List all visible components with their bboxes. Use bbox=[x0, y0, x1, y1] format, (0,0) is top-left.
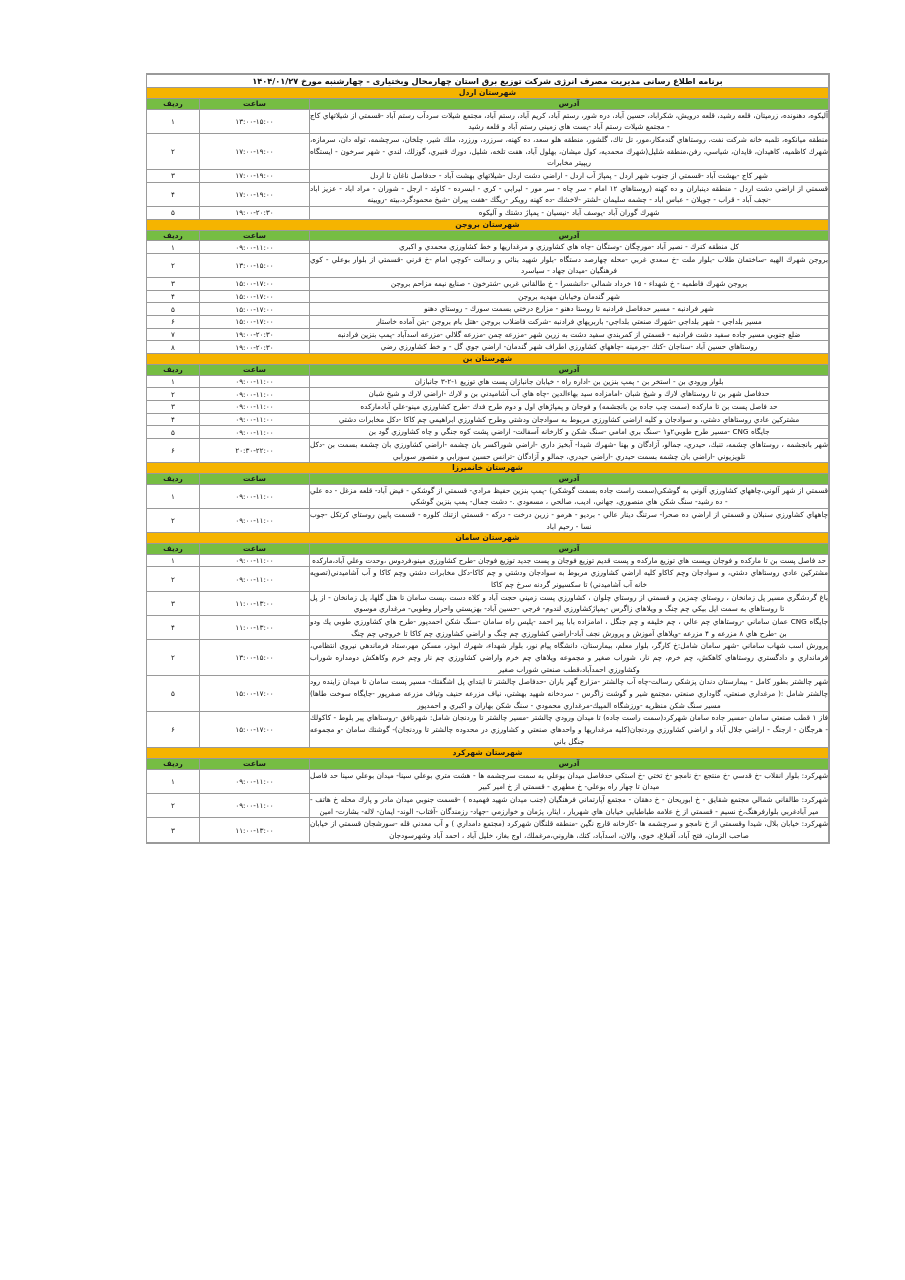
outage-address: شهركرد: بلوار انقلاب -خ قدسي -خ منتجع -خ نامجو -خ تختي -خ استكي حدفاصل ميدان بوعلي به سمت سرچشمه ها - هشت متري بوعلي سينا- ميدان بوعلي سينا حد فاصل ميدان تا چهار راه بوعلي- خ مطهري - قسمتي از خ امير كبير bbox=[310, 769, 829, 793]
table-row bbox=[146, 341, 828, 354]
table-row bbox=[146, 134, 828, 170]
document-title-row bbox=[146, 75, 828, 88]
outage-time-range: ۱۱:۰۰-۱۳:۰۰ bbox=[200, 818, 310, 842]
outage-address: ضلع جنوبي مسير جاده سفيد دشت فرادنبه - قسمتي از كمربندي سفيد دشت به زرين شهر -مزرعه چمن -مزرعه گلالي -مزرعه اسدآباد -پمپ بنزين فرادنبه bbox=[310, 328, 829, 341]
outage-time-range: ۱۳:۰۰-۱۵:۰۰ bbox=[200, 253, 310, 277]
outage-time-range: ۱۵:۰۰-۱۷:۰۰ bbox=[200, 290, 310, 303]
outage-address: بروجن شهرك الهيه -ساختمان طلاب -بلوار ملت -خ سعدي غربي -محله چهارصد دستگاه -بلوار شهيد بنائي و رسالت -كوچي امام -خ قرني -قسمتي از بلوار بوعلي - كوي فرهنگيان -ميدان جهاد - سياسرد bbox=[310, 253, 829, 277]
row-number: ۴ bbox=[146, 290, 199, 303]
table-row bbox=[146, 413, 828, 426]
city-name: شهرستان بروجن bbox=[146, 219, 828, 230]
table-row bbox=[146, 253, 828, 277]
row-number: ۱ bbox=[146, 554, 199, 567]
outage-address: فاز ۱ قطب صنعتي سامان -مسير جاده سامان شهركرد(سمت راست جاده) تا ميدان ورودي چالشتر -مسير چالشتر تا وردنجان شامل: شهرتافق -روستاهاي پير بلوط - كاكولك - هرجگان - ارجنگ - اراضي جلال آباد و اراضي كشاورزي وردنجان(كليه مرغداريها و واحدهاي صنعتي و كشاورزي در محدوده چالشتر تا وردنجان)- گوشتك سامان -و مجموعه جنگل باني bbox=[310, 712, 829, 748]
row-number: ۵ bbox=[146, 676, 199, 712]
city-name: شهرستان شهركرد bbox=[146, 748, 828, 759]
city-section-header-row bbox=[146, 748, 828, 759]
table-row bbox=[146, 109, 828, 133]
city-section-header-row bbox=[146, 533, 828, 544]
outage-time-range: ۰۹:۰۰-۱۱:۰۰ bbox=[200, 375, 310, 388]
table-row bbox=[146, 303, 828, 316]
outage-address: حد فاصل پست بن تا ماركده و فوجان وپست هاي توزيع ماركده و پست قديم توزيع فوجان و پست جديد توزيع فوجان -طرح كشاورزي مينو،فردوس ،وحدت وعلي آباد،ماركده bbox=[310, 554, 829, 567]
row-number: ۸ bbox=[146, 341, 199, 354]
row-number: ۷ bbox=[146, 328, 199, 341]
column-header-time: ساعت bbox=[200, 474, 310, 485]
outage-time-range: ۰۹:۰۰-۱۱:۰۰ bbox=[200, 426, 310, 439]
table-row bbox=[146, 278, 828, 291]
table-row bbox=[146, 484, 828, 508]
outage-address: قسمتي از اراضي دشت اردل - منطقه دينباران و ده كهنه (روستاهاي ۱۲ امام - سر چاه - سر مور - ليرابي - كري - ابسرده - كاوئد - ارجل - شوران - مراد اباد - عزيز اباد -نجف آباد - قراب - جويلان - عباس اباد - چشمه سليمان -لشتر -لاخشك -ده كهنه رويكر -ريگك -هفت پيران -شيخ محمودگرد،بيته -رويينه bbox=[310, 182, 829, 206]
city-name: شهرستان خانميرزا bbox=[146, 463, 828, 474]
outage-address: شهركرد: خيابان بلال، شيدا وقسمتي از خ نامجو و سرچشمه ها -كارخانه قارچ نگين -منطقه قلنگان شهركرد (مجتمع دامداري ) و آب معدني قله -سورشجان قسمتي از خيابان صاحب الزمان، فتح آباد، آقبلاغ، خوي، والان، اسدآباد، كتك، هاروني،مرغملك، اوج بغاز، خليل آباد ، احمد آباد وشهرسودجان bbox=[310, 818, 829, 842]
outage-time-range: ۰۹:۰۰-۱۱:۰۰ bbox=[200, 554, 310, 567]
row-number: ۶ bbox=[146, 712, 199, 748]
table-row bbox=[146, 316, 828, 329]
column-header-time: ساعت bbox=[200, 759, 310, 770]
city-section-header-row bbox=[146, 219, 828, 230]
outage-time-range: ۱۷:۰۰-۱۹:۰۰ bbox=[200, 134, 310, 170]
column-header-row-number: ردیف bbox=[146, 759, 199, 770]
outage-time-range: ۰۹:۰۰-۱۱:۰۰ bbox=[200, 241, 310, 254]
outage-address: مشتركين عادي روستاهاي دشتي، و سوادجان وچم كاكاو كليه اراضي كشاورزي مربوط به سوادجان ودشتي و چم كاكا-دكل مخابرات دشتي وچم كاكا و آب آشاميدني(تصويه خانه آب آشاميدني) تا سكسيونر گردنه سرخ چم كاكا bbox=[310, 567, 829, 591]
table-row bbox=[146, 508, 828, 532]
table-row bbox=[146, 182, 828, 206]
outage-address: بلوار ورودي بن - استخر بن - پمپ بنزين بن -اداره راه - خيابان جانبازان پست هاي توزيع ۱-۲-۳ جانبازان bbox=[310, 375, 829, 388]
table-row bbox=[146, 712, 828, 748]
table-row bbox=[146, 640, 828, 676]
row-number: ۲ bbox=[146, 253, 199, 277]
table-row bbox=[146, 400, 828, 413]
row-number: ۳ bbox=[146, 818, 199, 842]
row-number: ۴ bbox=[146, 616, 199, 640]
outage-address: شهر بانجشمه ، روستاهاي چشمه، تنبك، حيدري، جمالو، آزادگان و بهنا -شهرك شيدا- آبخيز داري -اراضي شوراكسر بان چشمه -اراضي كشاورزي بان چشمه بسمت بن -دكل تلويزيوني -اراضي بان چشمه بسمت حيدري -اراضي حيدري، جمالو و آزادگان -ترانس حسين سورابي و منصور سورابي bbox=[310, 438, 829, 462]
row-number: ۲ bbox=[146, 134, 199, 170]
outage-time-range: ۱۳:۰۰-۱۵:۰۰ bbox=[200, 109, 310, 133]
row-number: ۱ bbox=[146, 484, 199, 508]
city-name: شهرستان اردل bbox=[146, 88, 828, 99]
outage-time-range: ۱۹:۰۰-۲۰:۳۰ bbox=[200, 328, 310, 341]
table-row bbox=[146, 818, 828, 842]
row-number: ۳ bbox=[146, 591, 199, 615]
outage-address: جايگاه CNG عمان ساماني -روستاهاي چم عالي ، چم خليفه و چم جنگل ، امامزاده بابا پير احمد -پليس راه سامان -سنگ شكن احمدپور -طرح هاي كشاورزي طوبي يك ودو بن -طرح هاي ۸ مزرعه و ۴ مزرعه -ويلاهاي آموزش و پرورش نجف آباد-اراضي كشاورزي چم چنگ و اراضي كشاورزي چم كاكا تا خروجي چم چنگ bbox=[310, 616, 829, 640]
row-number: ۴ bbox=[146, 182, 199, 206]
column-header-row-number: ردیف bbox=[146, 544, 199, 555]
outage-time-range: ۰۹:۰۰-۱۱:۰۰ bbox=[200, 388, 310, 401]
column-header-address: آدرس bbox=[310, 230, 829, 241]
outage-time-range: ۱۵:۰۰-۱۷:۰۰ bbox=[200, 712, 310, 748]
row-number: ۳ bbox=[146, 278, 199, 291]
column-header-row-number: ردیف bbox=[146, 364, 199, 375]
column-header-row bbox=[146, 544, 828, 555]
outage-time-range: ۰۹:۰۰-۱۱:۰۰ bbox=[200, 794, 310, 818]
table-row bbox=[146, 388, 828, 401]
outage-time-range: ۰۹:۰۰-۱۱:۰۰ bbox=[200, 413, 310, 426]
outage-address: مشتركين عادي روستاهاي دشتي، و سوادجان و كليه اراضي كشاورزي مربوط به سوادجان ودشتي وطرح كشاورزي ابراهيمي چم كاكا -دكل مخابرات دشتي bbox=[310, 413, 829, 426]
table-row bbox=[146, 794, 828, 818]
column-header-time: ساعت bbox=[200, 364, 310, 375]
schedule-table bbox=[146, 74, 829, 843]
outage-time-range: ۱۱:۰۰-۱۳:۰۰ bbox=[200, 591, 310, 615]
outage-time-range: ۰۹:۰۰-۱۱:۰۰ bbox=[200, 567, 310, 591]
outage-address: آليكوه، دهنونده، زرميتان، قلعه رشيد، قلعه درويش، شكراباد، حسين آباد، دره شور، رستم آباد، كريم آباد، رستم آباد، مجتمع شيلات سردآب رستم آباد -قسمتي از شيلاتهاي كاج - مجتمع شيلات رستم آباد -پست هاي زميني رستم آباد و قلعه رشيد bbox=[310, 109, 829, 133]
outage-time-range: ۱۷:۰۰-۱۹:۰۰ bbox=[200, 170, 310, 183]
outage-time-range: ۱۵:۰۰-۱۷:۰۰ bbox=[200, 278, 310, 291]
column-header-row-number: ردیف bbox=[146, 230, 199, 241]
table-row bbox=[146, 554, 828, 567]
row-number: ۵ bbox=[146, 207, 199, 220]
page-title: برنامه اطلاع رسانی مدیریت مصرف انرژی شرکت توزیع برق استان چهارمحال وبختیاری - چهارشنبه مورخ ۱۴۰۴/۰۱/۲۷ bbox=[146, 75, 828, 88]
table-row bbox=[146, 375, 828, 388]
column-header-row bbox=[146, 759, 828, 770]
row-number: ۶ bbox=[146, 438, 199, 462]
row-number: ۶ bbox=[146, 316, 199, 329]
column-header-address: آدرس bbox=[310, 544, 829, 555]
outage-address: كل منطقه كنرك - نصير آباد -مورچگان -وستگان -چاه هاي كشاورزي و مرغداريها و خط كشاورزي محمدي و اكبري bbox=[310, 241, 829, 254]
outage-address: روستاهاي حسين آباد -سناجان -كتك -جرمينه -چاههاي كشاورزي اطراف شهر گندمان- اراضي جوي گل - و خط كشاورزي رضي bbox=[310, 341, 829, 354]
column-header-address: آدرس bbox=[310, 759, 829, 770]
table-row bbox=[146, 241, 828, 254]
row-number: ۱ bbox=[146, 109, 199, 133]
outage-time-range: ۱۹:۰۰-۲۰:۳۰ bbox=[200, 207, 310, 220]
row-number: ۲ bbox=[146, 794, 199, 818]
outage-address: حد فاصل پست بن تا ماركده (سمت چپ جاده بن بانجشمه) و فوجان و پمپاژهاي اول و دوم طرح فدك -طرح كشاورزي مينو-علي آبادماركده bbox=[310, 400, 829, 413]
column-header-row bbox=[146, 474, 828, 485]
outage-time-range: ۰۹:۰۰-۱۱:۰۰ bbox=[200, 484, 310, 508]
outage-schedule-sheet bbox=[146, 73, 830, 844]
column-header-time: ساعت bbox=[200, 544, 310, 555]
column-header-row bbox=[146, 230, 828, 241]
outage-address: مسير بلداجي - شهر بلداجي -شهرك صنعتي بلداجي- باربريهاي فرادنبه -شركت فاضلاب بروجن -هتل بام بروجن -بتن آماده خاستار bbox=[310, 316, 829, 329]
column-header-time: ساعت bbox=[200, 99, 310, 110]
outage-address: شهركرد: طالقاني شمالي مجتمع شقايق - خ ابوريحان - خ دهقان - مجتمع آپارتماني فرهنگيان (جنب ميدان شهيد فهميده ) -قسمت جنوبي ميدان مادر و پارك محله خ هاتف - مير آبادغربي بلوارفرهنگ،خ نسيم - قسمتي از خ علامه طباطبايي خيابان هاي شهريار ، ايثار، پژمان و خوارزمي -جهاد- رزمندگان -آفتاب- الوند- ايمان- لاله- بشارت- امين bbox=[310, 794, 829, 818]
row-number: ۴ bbox=[146, 413, 199, 426]
outage-time-range: ۱۵:۰۰-۱۷:۰۰ bbox=[200, 316, 310, 329]
outage-address: شهرك گوران آباد -يوسف آباد -نيسيان - پمپاژ دشتك و آليكوه bbox=[310, 207, 829, 220]
row-number: ۳ bbox=[146, 400, 199, 413]
outage-time-range: ۱۵:۰۰-۱۷:۰۰ bbox=[200, 676, 310, 712]
outage-address: منطقه ميانكوه، تلمبه خانه شركت نفت، روستاهاي گندمكار،مور، تل تاك، گلشور، منطقه هلو سعد، ده كهنه، سرزرد، ورزرد، ملك شير، چلخان، سرچشمه، توله دان، سرمازه، شهرك كاظميه، كاهيدان، قايدان، شياسي، رفن،منطقه شليل(شهرك محمديه، كول ميشان، بهلول آباد، هفت تلخه، شليل، دورك قنبري، گوزلك، لندي - شهر سرخون - ايستگاه ريپيتر مخابرات bbox=[310, 134, 829, 170]
city-section-header-row bbox=[146, 354, 828, 365]
table-row bbox=[146, 616, 828, 640]
table-row bbox=[146, 426, 828, 439]
city-name: شهرستان سامان bbox=[146, 533, 828, 544]
outage-address: پرورش اسب شهاب ساماني -شهر سامان شامل:خ كارگر، بلوار معلم، بيمارستان، دانشگاه پيام نور، بلوار شهداء، شهرك ابوذر، مسكن مهر،ستاد فرماندهي نيروي انتظامي، فرمانداري و دادگستري روستاهاي كاهكش، چم خرم، چم نار، شوراب صغير و مجموعه ويلاهاي چم خرم واراضي كشاورزي چم نار وچم خرم وكاهكش دومداره شوراب وكشاورزي احمدآباد،قطب صنعتي شوراب صغير bbox=[310, 640, 829, 676]
table-row bbox=[146, 328, 828, 341]
table-row bbox=[146, 438, 828, 462]
outage-time-range: ۲۰:۳۰-۲۲:۰۰ bbox=[200, 438, 310, 462]
column-header-time: ساعت bbox=[200, 230, 310, 241]
row-number: ۲ bbox=[146, 640, 199, 676]
row-number: ۳ bbox=[146, 170, 199, 183]
city-section-header-row bbox=[146, 463, 828, 474]
outage-time-range: ۰۹:۰۰-۱۱:۰۰ bbox=[200, 508, 310, 532]
outage-time-range: ۱۱:۰۰-۱۳:۰۰ bbox=[200, 616, 310, 640]
table-row bbox=[146, 170, 828, 183]
outage-address: حدفاصل شهر بن تا روستاهاي لارك و شيخ شبان -امامزاده سيد بهاءالدين -چاه هاي آب آشاميدني بن و لارك -اراضي لارك و شيخ شبان bbox=[310, 388, 829, 401]
column-header-row-number: ردیف bbox=[146, 99, 199, 110]
outage-address: جايگاه CNG -مسير طرح طوبي۲و۱ -سنگ بري امامي -سنگ شكن و كارخانه آسفالت- اراضي پشت كوه جنگي و چاه كشاورزي گود بن bbox=[310, 426, 829, 439]
outage-time-range: ۱۷:۰۰-۱۹:۰۰ bbox=[200, 182, 310, 206]
column-header-address: آدرس bbox=[310, 474, 829, 485]
column-header-address: آدرس bbox=[310, 99, 829, 110]
column-header-row-number: ردیف bbox=[146, 474, 199, 485]
row-number: ۲ bbox=[146, 508, 199, 532]
city-section-header-row bbox=[146, 88, 828, 99]
row-number: ۱ bbox=[146, 241, 199, 254]
table-row bbox=[146, 591, 828, 615]
outage-time-range: ۰۹:۰۰-۱۱:۰۰ bbox=[200, 400, 310, 413]
outage-address: شهر چالشتر بطور كامل - بيمارستان دندان پزشكي رسالت-چاه آب چالشتر -مزارع گهر باران -حدفاصل چالشتر تا ابتداي پل اشگفتك- مسير پست سامان تا ميدان زاينده رود چالشتر شامل :( مرغداري صنعتي، گاوداري صنعتي ،مجتمع شير و گوشت زاگرس - سردخانه شهيد بهشتي، نياف مزرعه حنيف وتياف مزرعه صفرپور -جايگاه سوخت طاها) مسير سنگ شكن منظريه -ورزشگاه المپيك-مرغداري محمودي - سنگ شكن بهاران و اكبري و احمدپور bbox=[310, 676, 829, 712]
row-number: ۱ bbox=[146, 375, 199, 388]
column-header-row bbox=[146, 364, 828, 375]
row-number: ۱ bbox=[146, 769, 199, 793]
outage-address: باغ گردشگري مسير پل زمانخان ، روستاي چمزين و قسمتي از روستاي چلوان ، كشاورزي پست زميني حجت آباد و كلاه دست ،پست سامان تا هتل گلها، پل زمانخان - از پل تا روستاهاي به سمت ايل بيكي چم چنگ و ويلاهاي زاگرس -پمپاژكشاورزي لندوم- فرجي -حسين آباد- بهزيستي واحرار وطوبي- مرغداري موسوي bbox=[310, 591, 829, 615]
table-row bbox=[146, 676, 828, 712]
table-row bbox=[146, 769, 828, 793]
outage-time-range: ۱۵:۰۰-۱۷:۰۰ bbox=[200, 303, 310, 316]
column-header-address: آدرس bbox=[310, 364, 829, 375]
outage-time-range: ۱۹:۰۰-۲۰:۳۰ bbox=[200, 341, 310, 354]
outage-address: شهر فرادنبه - مسير حدفاصل فرادنبه تا روستا دهنو - مزارع درختي بسمت سورك - روستاي دهنو bbox=[310, 303, 829, 316]
row-number: ۵ bbox=[146, 303, 199, 316]
outage-address: شهر كاج -بهشت آباد -قسمتي از جنوب شهر اردل - پمپاژ آب اردل - اراضي دشت اردل -شيلاتهاي بهشت آباد - حدفاصل ناغان تا اردل bbox=[310, 170, 829, 183]
table-row bbox=[146, 290, 828, 303]
table-row bbox=[146, 207, 828, 220]
row-number: ۵ bbox=[146, 426, 199, 439]
row-number: ۲ bbox=[146, 388, 199, 401]
outage-time-range: ۰۹:۰۰-۱۱:۰۰ bbox=[200, 769, 310, 793]
column-header-row bbox=[146, 99, 828, 110]
outage-address: بروجن شهرك فاطميه - خ شهداء - ۱۵ خرداد شمالي -دانشسرا - خ طالقاني غربي -شترخون - صنايع نيمه مزاحم بروجن bbox=[310, 278, 829, 291]
outage-address: قسمتي از شهر آلوني،چاههاي كشاورزي آلوني به گوشكي(سمت راست جاده بسمت گوشكي) -پمپ بنزين حفيظ مرادي- قسمتي از گوشكي - فيض آباد- قلعه مزغل - ده علي - ده رشيد- سنگ شكن هاي منصوري، جهاني، اديب، صالحي ، مسعودي .- دشت جمال- پمپ بنزين گوشكي bbox=[310, 484, 829, 508]
row-number: ۲ bbox=[146, 567, 199, 591]
table-row bbox=[146, 567, 828, 591]
city-name: شهرستان بن bbox=[146, 354, 828, 365]
outage-address: چاههاي كشاورزي سنبلان و قسمتي از اراضي ده صحرا- سرتنگ دينار عالي - برديو - هرمو - زرين درخت - دركه - قسمتي ازتنك كلوره - قسمت پايين روستاي كرتكل -جوب نسا - رحيم اباد bbox=[310, 508, 829, 532]
outage-address: شهر گندمان وخيابان مهديه بروجن bbox=[310, 290, 829, 303]
outage-time-range: ۱۳:۰۰-۱۵:۰۰ bbox=[200, 640, 310, 676]
